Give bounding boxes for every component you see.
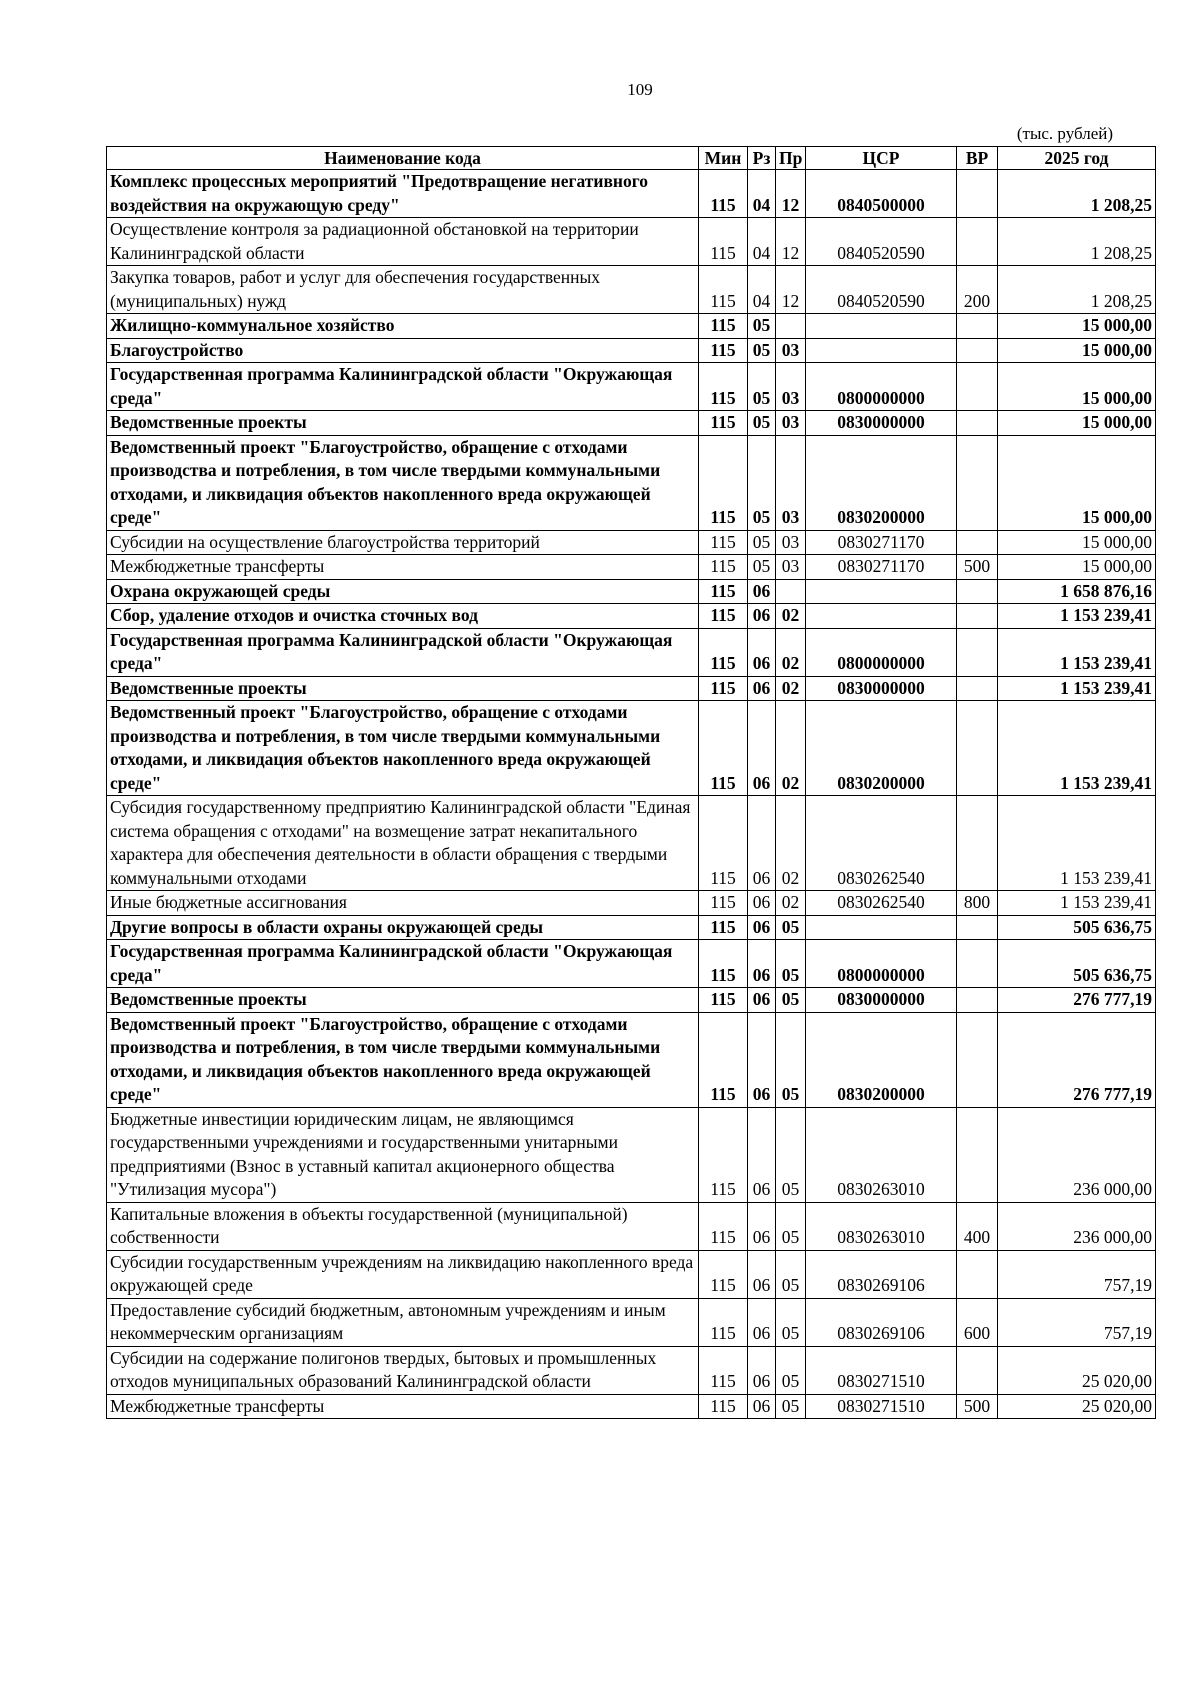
row-min: 115: [699, 604, 748, 629]
row-min: 115: [699, 796, 748, 891]
row-rz: 06: [748, 1298, 776, 1346]
row-rz: 06: [748, 940, 776, 988]
row-amount: 1 208,25: [998, 218, 1156, 266]
row-rz: 06: [748, 701, 776, 796]
row-csr: 0830269106: [806, 1298, 957, 1346]
row-pr: 02: [776, 701, 806, 796]
row-vr: [957, 1250, 998, 1298]
row-name: Ведомственный проект "Благоустройство, обращение с отходами производства и потребления, в том числе твердыми коммунальными отходами, и ликвидация объектов накопленного вреда окружающей среде": [107, 1012, 699, 1107]
row-name: Комплекс процессных мероприятий "Предотвращение негативного воздействия на окружающую среду": [107, 170, 699, 218]
row-min: 115: [699, 530, 748, 555]
row-pr: 12: [776, 170, 806, 218]
col-header-pr: Пр: [776, 147, 806, 170]
row-name: Охрана окружающей среды: [107, 579, 699, 604]
table-row: [107, 170, 1156, 218]
row-min: 115: [699, 314, 748, 339]
table-row: [107, 796, 1156, 891]
row-vr: 500: [957, 1394, 998, 1419]
row-vr: [957, 338, 998, 363]
row-vr: 200: [957, 266, 998, 314]
row-pr: [776, 314, 806, 339]
table-header-row: [107, 147, 1156, 170]
row-amount: 236 000,00: [998, 1202, 1156, 1250]
row-name: Закупка товаров, работ и услуг для обеспечения государственных (муниципальных) нужд: [107, 266, 699, 314]
row-min: 115: [699, 940, 748, 988]
row-amount: 1 153 239,41: [998, 891, 1156, 916]
table-row: [107, 676, 1156, 701]
row-rz: 04: [748, 218, 776, 266]
row-name: Ведомственные проекты: [107, 988, 699, 1013]
row-min: 115: [699, 1298, 748, 1346]
row-amount: 757,19: [998, 1250, 1156, 1298]
row-rz: 06: [748, 796, 776, 891]
table-row: [107, 1298, 1156, 1346]
row-name: Субсидии на содержание полигонов твердых, бытовых и промышленных отходов муниципальных образований Калининградской области: [107, 1346, 699, 1394]
row-vr: [957, 676, 998, 701]
row-amount: 25 020,00: [998, 1394, 1156, 1419]
row-name: Капитальные вложения в объекты государственной (муниципальной) собственности: [107, 1202, 699, 1250]
row-rz: 04: [748, 170, 776, 218]
row-amount: 15 000,00: [998, 338, 1156, 363]
table-row: [107, 940, 1156, 988]
row-amount: 15 000,00: [998, 435, 1156, 530]
row-amount: 1 153 239,41: [998, 604, 1156, 629]
row-pr: 05: [776, 940, 806, 988]
table-row: [107, 628, 1156, 676]
table-row: [107, 435, 1156, 530]
row-rz: 04: [748, 266, 776, 314]
row-pr: 05: [776, 1394, 806, 1419]
row-name: Государственная программа Калининградской области "Окружающая среда": [107, 628, 699, 676]
row-csr: 0830200000: [806, 701, 957, 796]
table-body: [107, 170, 1156, 1419]
row-amount: 15 000,00: [998, 530, 1156, 555]
row-vr: 600: [957, 1298, 998, 1346]
table-row: [107, 701, 1156, 796]
row-min: 115: [699, 363, 748, 411]
row-pr: 05: [776, 1346, 806, 1394]
row-vr: [957, 796, 998, 891]
row-pr: 05: [776, 1250, 806, 1298]
row-csr: 0830262540: [806, 891, 957, 916]
row-name: Межбюджетные трансферты: [107, 555, 699, 580]
budget-table: [106, 146, 1156, 1419]
row-rz: 05: [748, 338, 776, 363]
table-row: [107, 555, 1156, 580]
row-vr: [957, 988, 998, 1013]
row-name: Ведомственный проект "Благоустройство, обращение с отходами производства и потребления, в том числе твердыми коммунальными отходами, и ликвидация объектов накопленного вреда окружающей среде": [107, 435, 699, 530]
row-vr: 500: [957, 555, 998, 580]
row-csr: 0830269106: [806, 1250, 957, 1298]
row-csr: 0800000000: [806, 940, 957, 988]
row-name: Субсидии государственным учреждениям на ликвидацию накопленного вреда окружающей среде: [107, 1250, 699, 1298]
row-rz: 06: [748, 988, 776, 1013]
table-row: [107, 579, 1156, 604]
row-name: Субсидии на осуществление благоустройства территорий: [107, 530, 699, 555]
table-row: [107, 338, 1156, 363]
row-pr: 03: [776, 530, 806, 555]
row-pr: 02: [776, 604, 806, 629]
row-vr: [957, 363, 998, 411]
table-row: [107, 218, 1156, 266]
row-csr: 0840500000: [806, 170, 957, 218]
row-rz: 05: [748, 363, 776, 411]
row-rz: 05: [748, 411, 776, 436]
row-vr: [957, 218, 998, 266]
row-pr: 03: [776, 435, 806, 530]
row-name: Субсидия государственному предприятию Калининградской области "Единая система обращения с отходами" на возмещение затрат некапитального характера для обеспечения деятельности в области обращения с твердыми коммунальными отходами: [107, 796, 699, 891]
row-vr: [957, 1012, 998, 1107]
row-min: 115: [699, 555, 748, 580]
page-number: 109: [627, 80, 653, 99]
row-vr: [957, 1346, 998, 1394]
row-name: Жилищно-коммунальное хозяйство: [107, 314, 699, 339]
row-vr: [957, 170, 998, 218]
table-row: [107, 604, 1156, 629]
row-pr: 02: [776, 796, 806, 891]
row-name: Бюджетные инвестиции юридическим лицам, не являющимся государственными учреждениями и государственными унитарными предприятиями (Взнос в уставный капитал акционерного общества "Утилизация мусора"): [107, 1107, 699, 1202]
row-csr: 0830000000: [806, 988, 957, 1013]
row-name: Другие вопросы в области охраны окружающей среды: [107, 915, 699, 940]
table-row: [107, 1107, 1156, 1202]
row-min: 115: [699, 676, 748, 701]
units-label: (тыс. рублей): [1016, 124, 1113, 143]
row-min: 115: [699, 1346, 748, 1394]
row-min: 115: [699, 701, 748, 796]
col-header-vr: ВР: [957, 147, 998, 170]
col-header-name: Наименование кода: [107, 147, 699, 170]
row-min: 115: [699, 988, 748, 1013]
row-csr: 0830263010: [806, 1107, 957, 1202]
row-min: 115: [699, 170, 748, 218]
row-csr: 0800000000: [806, 363, 957, 411]
row-min: 115: [699, 1250, 748, 1298]
row-amount: 236 000,00: [998, 1107, 1156, 1202]
row-min: 115: [699, 218, 748, 266]
row-min: 115: [699, 266, 748, 314]
row-rz: 06: [748, 1107, 776, 1202]
row-amount: 15 000,00: [998, 555, 1156, 580]
row-csr: 0830271170: [806, 555, 957, 580]
row-csr: 0830271510: [806, 1394, 957, 1419]
row-min: 115: [699, 628, 748, 676]
row-pr: 05: [776, 915, 806, 940]
row-csr: 0830000000: [806, 676, 957, 701]
row-rz: 05: [748, 530, 776, 555]
row-name: Государственная программа Калининградской области "Окружающая среда": [107, 940, 699, 988]
row-name: Иные бюджетные ассигнования: [107, 891, 699, 916]
row-amount: 1 153 239,41: [998, 701, 1156, 796]
row-rz: 06: [748, 604, 776, 629]
row-vr: [957, 701, 998, 796]
row-csr: 0830200000: [806, 435, 957, 530]
row-pr: 03: [776, 411, 806, 436]
row-csr: 0840520590: [806, 218, 957, 266]
row-pr: 05: [776, 988, 806, 1013]
row-min: 115: [699, 338, 748, 363]
row-name: Ведомственные проекты: [107, 411, 699, 436]
row-amount: 1 153 239,41: [998, 796, 1156, 891]
row-pr: 05: [776, 1202, 806, 1250]
row-name: Межбюджетные трансферты: [107, 1394, 699, 1419]
table-row: [107, 1012, 1156, 1107]
row-pr: 12: [776, 266, 806, 314]
row-amount: 757,19: [998, 1298, 1156, 1346]
col-header-rz: Рз: [748, 147, 776, 170]
row-pr: 05: [776, 1107, 806, 1202]
row-amount: 15 000,00: [998, 314, 1156, 339]
row-name: Ведомственный проект "Благоустройство, обращение с отходами производства и потребления, в том числе твердыми коммунальными отходами, и ликвидация объектов накопленного вреда окружающей среде": [107, 701, 699, 796]
row-pr: 02: [776, 891, 806, 916]
col-header-min: Мин: [699, 147, 748, 170]
row-amount: 1 208,25: [998, 170, 1156, 218]
row-amount: 1 208,25: [998, 266, 1156, 314]
row-pr: 03: [776, 338, 806, 363]
row-min: 115: [699, 1107, 748, 1202]
row-vr: [957, 628, 998, 676]
row-min: 115: [699, 1202, 748, 1250]
row-rz: 06: [748, 628, 776, 676]
row-rz: 06: [748, 915, 776, 940]
table-row: [107, 314, 1156, 339]
row-csr: 0830262540: [806, 796, 957, 891]
row-amount: 1 153 239,41: [998, 676, 1156, 701]
row-csr: [806, 915, 957, 940]
table-row: [107, 266, 1156, 314]
row-amount: 15 000,00: [998, 363, 1156, 411]
row-amount: 1 153 239,41: [998, 628, 1156, 676]
row-vr: [957, 411, 998, 436]
table-row: [107, 988, 1156, 1013]
row-amount: 276 777,19: [998, 988, 1156, 1013]
row-vr: [957, 915, 998, 940]
row-rz: 06: [748, 1012, 776, 1107]
col-header-year: 2025 год: [998, 147, 1156, 170]
row-name: Государственная программа Калининградской области "Окружающая среда": [107, 363, 699, 411]
row-rz: 06: [748, 676, 776, 701]
row-csr: 0800000000: [806, 628, 957, 676]
row-min: 115: [699, 891, 748, 916]
row-rz: 06: [748, 1250, 776, 1298]
row-name: Предоставление субсидий бюджетным, автономным учреждениям и иным некоммерческим организациям: [107, 1298, 699, 1346]
row-rz: 06: [748, 1394, 776, 1419]
row-csr: [806, 314, 957, 339]
row-vr: [957, 940, 998, 988]
table-row: [107, 891, 1156, 916]
row-amount: 1 658 876,16: [998, 579, 1156, 604]
row-vr: 800: [957, 891, 998, 916]
row-name: Сбор, удаление отходов и очистка сточных вод: [107, 604, 699, 629]
row-min: 115: [699, 411, 748, 436]
row-amount: 276 777,19: [998, 1012, 1156, 1107]
row-amount: 505 636,75: [998, 940, 1156, 988]
row-pr: 12: [776, 218, 806, 266]
row-rz: 06: [748, 1346, 776, 1394]
row-vr: [957, 579, 998, 604]
row-rz: 06: [748, 579, 776, 604]
row-vr: 400: [957, 1202, 998, 1250]
row-pr: 03: [776, 555, 806, 580]
row-name: Ведомственные проекты: [107, 676, 699, 701]
row-pr: 03: [776, 363, 806, 411]
row-name: Осуществление контроля за радиационной обстановкой на территории Калининградской области: [107, 218, 699, 266]
table-row: [107, 530, 1156, 555]
row-csr: 0830200000: [806, 1012, 957, 1107]
row-pr: 05: [776, 1298, 806, 1346]
row-amount: 15 000,00: [998, 411, 1156, 436]
row-amount: 505 636,75: [998, 915, 1156, 940]
row-vr: [957, 314, 998, 339]
row-csr: 0830000000: [806, 411, 957, 436]
col-header-csr: ЦСР: [806, 147, 957, 170]
table-row: [107, 915, 1156, 940]
row-csr: 0830271170: [806, 530, 957, 555]
row-csr: [806, 604, 957, 629]
row-min: 115: [699, 1394, 748, 1419]
table-row: [107, 1202, 1156, 1250]
row-csr: 0830263010: [806, 1202, 957, 1250]
table-row: [107, 1250, 1156, 1298]
row-vr: [957, 604, 998, 629]
table-row: [107, 411, 1156, 436]
row-vr: [957, 1107, 998, 1202]
row-min: 115: [699, 579, 748, 604]
row-min: 115: [699, 435, 748, 530]
row-rz: 05: [748, 314, 776, 339]
row-name: Благоустройство: [107, 338, 699, 363]
table-row: [107, 363, 1156, 411]
row-rz: 05: [748, 435, 776, 530]
row-rz: 06: [748, 1202, 776, 1250]
row-rz: 06: [748, 891, 776, 916]
table-row: [107, 1346, 1156, 1394]
row-csr: [806, 338, 957, 363]
row-csr: 0830271510: [806, 1346, 957, 1394]
row-pr: 05: [776, 1012, 806, 1107]
row-rz: 05: [748, 555, 776, 580]
row-vr: [957, 530, 998, 555]
row-pr: 02: [776, 628, 806, 676]
row-min: 115: [699, 1012, 748, 1107]
row-csr: [806, 579, 957, 604]
row-pr: [776, 579, 806, 604]
table-row: [107, 1394, 1156, 1419]
row-amount: 25 020,00: [998, 1346, 1156, 1394]
row-pr: 02: [776, 676, 806, 701]
row-vr: [957, 435, 998, 530]
row-csr: 0840520590: [806, 266, 957, 314]
row-min: 115: [699, 915, 748, 940]
